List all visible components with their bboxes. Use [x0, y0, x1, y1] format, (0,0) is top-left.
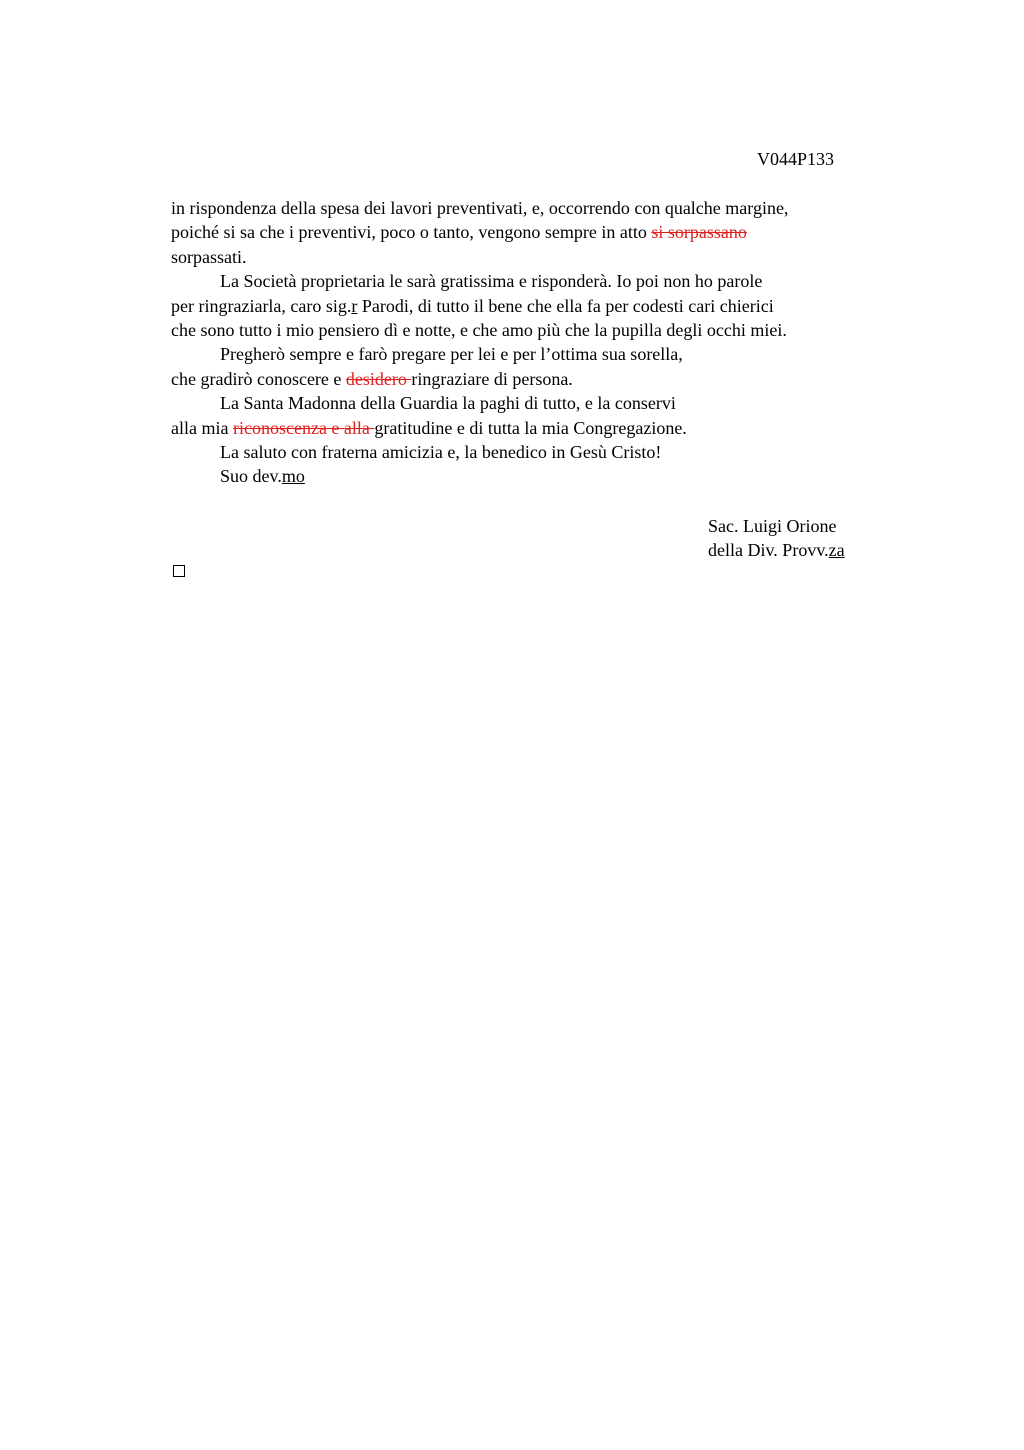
text-line-7: [171, 342, 891, 366]
text-line-12: [171, 464, 891, 488]
letter-body: [171, 196, 891, 489]
text-line-2: [171, 220, 891, 244]
abbreviation-suffix: za: [828, 540, 845, 561]
text-run: gratitudine e di tutta la mia Congregazione.: [374, 417, 687, 438]
text-run: sorpassati.: [171, 246, 247, 267]
text-line-6: [171, 318, 891, 342]
text-run: La Santa Madonna della Guardia la paghi di tutto, e la conservi: [220, 393, 676, 414]
text-line-4: [171, 269, 891, 293]
text-run: Parodi, di tutto il bene che ella fa per codesti cari chierici: [357, 295, 774, 316]
text-run: Sac. Luigi Orione: [708, 516, 837, 536]
text-run: che gradirò conoscere e: [171, 368, 346, 389]
text-run: La Società proprietaria le sarà gratissima e risponderà. Io poi non ho parole: [220, 271, 763, 292]
deleted-text: desidero: [345, 368, 412, 389]
abbreviation-suffix: r: [351, 295, 358, 316]
text-run: alla mia: [171, 417, 233, 438]
text-run: Suo dev.: [220, 466, 282, 487]
signature-block: [708, 514, 845, 563]
text-line-3: [171, 245, 891, 269]
text-line-8: [171, 367, 891, 391]
text-run: La saluto con fraterna amicizia e, la benedico in Gesù Cristo!: [220, 441, 662, 462]
text-run: che sono tutto i mio pensiero dì e notte, e che amo più che la pupilla degli occhi miei.: [171, 319, 787, 340]
text-run: della Div. Provv.: [708, 540, 829, 561]
signature-name: [708, 514, 845, 538]
abbreviation-suffix: mo: [281, 466, 305, 487]
text-run: per ringraziarla, caro sig.: [171, 295, 352, 316]
text-run: Pregherò sempre e farò pregare per lei e per l’ottima sua sorella,: [220, 344, 683, 365]
deleted-text: riconoscenza e alla: [232, 417, 375, 438]
text-line-5: [171, 294, 891, 318]
text-line-9: [171, 391, 891, 415]
deleted-text: si sorpassano: [651, 222, 747, 243]
text-run: ringraziare di persona.: [411, 368, 573, 389]
text-run: poiché si sa che i preventivi, poco o tanto, vengono sempre in atto: [171, 222, 652, 243]
signature-title: [708, 538, 845, 562]
text-line-1: [171, 196, 891, 220]
text-run: in rispondenza della spesa dei lavori preventivati, e, occorrendo con qualche margine,: [171, 198, 789, 218]
text-line-11: [171, 440, 891, 464]
text-line-10: [171, 416, 891, 440]
square-box-icon: [173, 565, 185, 577]
page-code: V044P133: [757, 149, 835, 169]
